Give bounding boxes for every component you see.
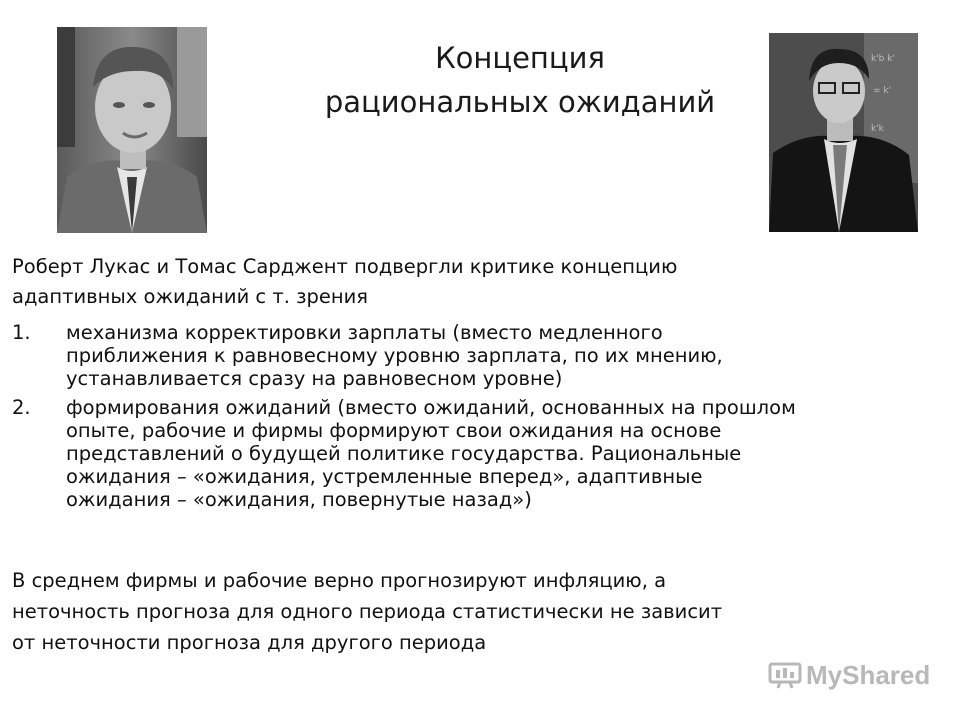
portrait-photo-right <box>769 33 918 232</box>
svg-text:k'b k': k'b k' <box>871 54 895 64</box>
list-item-line: механизма корректировки зарплаты (вместо медленного <box>66 321 663 344</box>
intro-line: адаптивных ожиданий с т. зрения <box>12 285 369 308</box>
svg-text:= k': = k' <box>873 86 892 96</box>
svg-text:k'k: k'k <box>871 124 884 134</box>
list-item <box>12 396 947 511</box>
list-item-line: ожидания – «ожидания, устремленные вперед», адаптивные <box>66 465 703 488</box>
myshared-watermark <box>768 660 930 690</box>
list-item-line: представлений о будущей политике государства. Рациональные <box>66 442 742 465</box>
numbered-list <box>12 321 947 517</box>
list-item-line: ожидания – «ожидания, повернутые назад») <box>66 488 532 511</box>
list-item-text <box>66 396 947 511</box>
list-item-number: 1. <box>12 321 31 344</box>
portrait-photo-left <box>57 27 207 233</box>
list-item <box>12 321 947 390</box>
list-item-line: приближения к равновесному уровню зарплата, по их мнению, <box>66 344 723 367</box>
list-item-line: опыте, рабочие и фирмы формируют свои ожидания на основе <box>66 419 722 442</box>
conclusion-line: неточность прогноза для одного периода статистически не зависит <box>12 600 723 623</box>
title-line: Концепция <box>435 41 605 75</box>
list-item-text <box>66 321 947 390</box>
list-item-number: 2. <box>12 396 31 419</box>
list-item-line: формирования ожиданий (вместо ожиданий, основанных на прошлом <box>66 396 796 419</box>
title-line: рациональных ожиданий <box>324 85 716 119</box>
intro-line: Роберт Лукас и Томас Сарджент подвергли критике концепцию <box>12 255 678 278</box>
conclusion-line: от неточности прогноза для другого периода <box>12 631 487 654</box>
slide-title <box>250 36 790 124</box>
watermark-text: MyShared <box>806 659 931 690</box>
conclusion-paragraph <box>12 565 942 658</box>
intro-paragraph <box>12 252 942 312</box>
conclusion-line: В среднем фирмы и рабочие верно прогнозируют инфляцию, а <box>12 569 667 592</box>
list-item-line: устанавливается сразу на равновесном уровне) <box>66 367 563 390</box>
myshared-logo-icon <box>768 661 802 689</box>
